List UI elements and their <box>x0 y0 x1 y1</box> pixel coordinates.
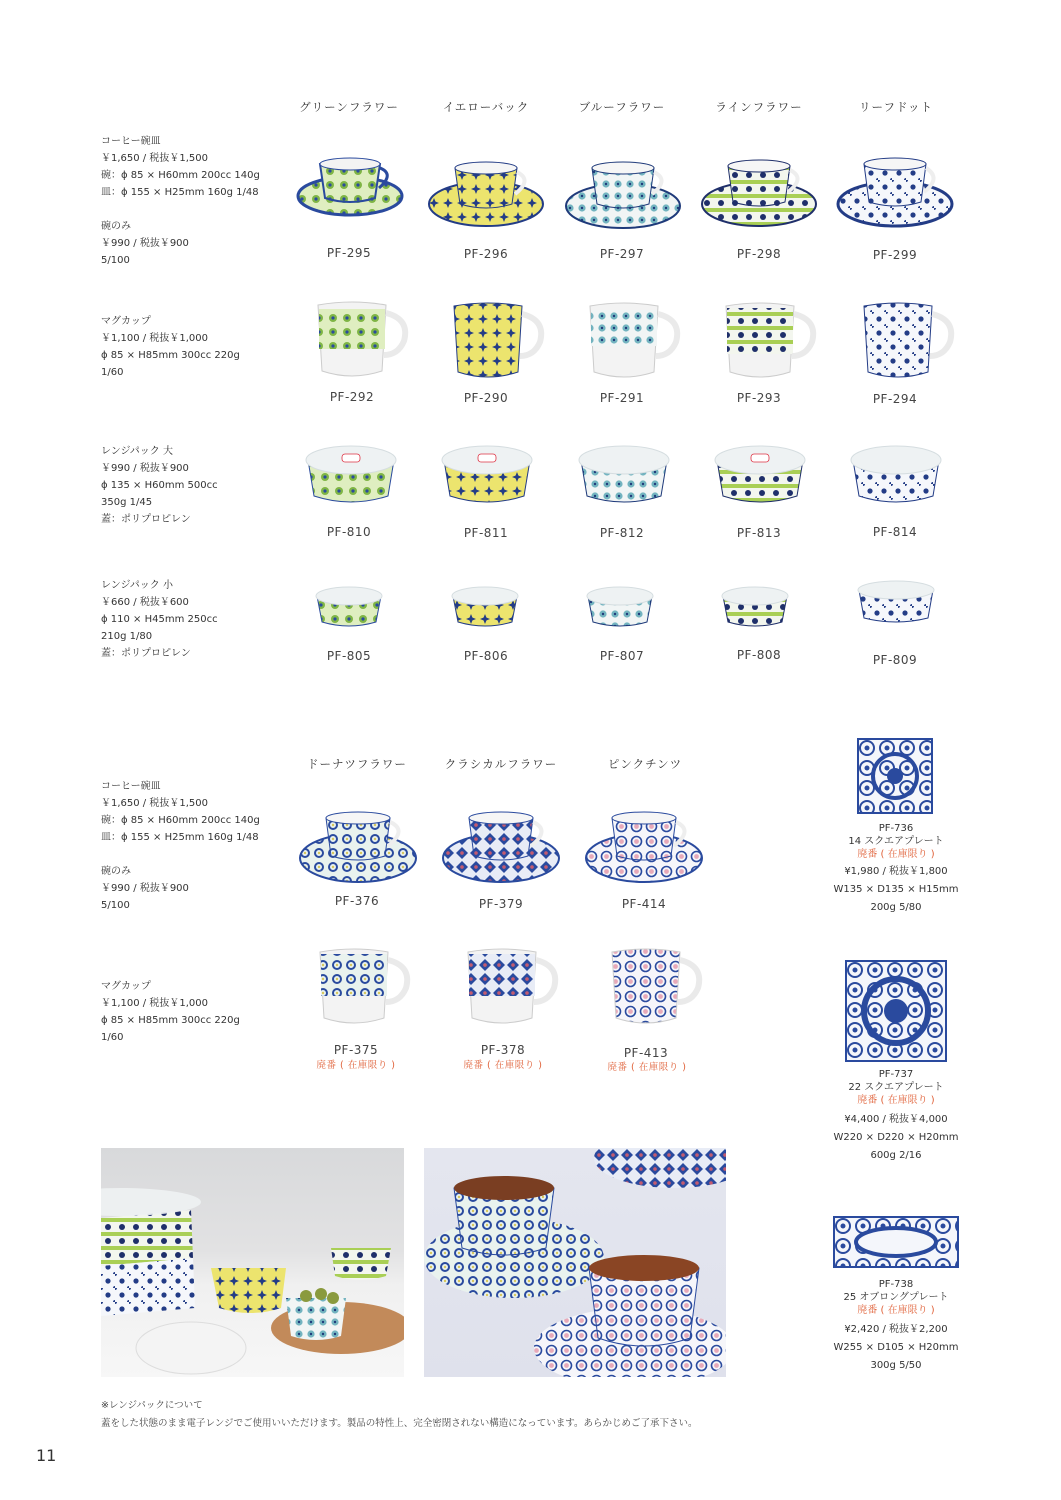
spec-line: 碗のみ <box>101 221 131 232</box>
plate-info-PF-737 <box>811 1068 981 1165</box>
product-code: PF-812 <box>599 526 645 540</box>
product-code: PF-805 <box>326 649 372 663</box>
product-code: PF-810 <box>326 525 372 539</box>
spec-mug-2 <box>101 978 240 1046</box>
product-image-PF-294 <box>858 298 958 382</box>
pattern-header-line-flower: ラインフラワー <box>715 100 803 114</box>
plate-size: W255 × D105 × H20mm <box>833 1342 959 1353</box>
spec-line: ￥990 / 税抜￥900 <box>101 463 189 474</box>
plate-info-PF-736 <box>811 822 981 917</box>
product-image-PF-296 <box>427 154 545 230</box>
spec-line: ￥660 / 税抜￥600 <box>101 597 189 608</box>
spec-line: 350g 1/45 <box>101 497 153 508</box>
spec-line: レンジパック 大 <box>101 446 173 457</box>
plate-code: PF-736 <box>878 823 914 834</box>
product-image-PF-295 <box>295 150 405 220</box>
range-pack-note-title: ※レンジパックについて <box>101 1400 203 1411</box>
spec-line: 5/100 <box>101 900 130 911</box>
spec-line: ￥1,100 / 税抜￥1,000 <box>101 333 208 344</box>
spec-coffee-cup-saucer <box>101 133 260 269</box>
spec-line: 210g 1/80 <box>101 631 153 642</box>
product-code: PF-375 <box>333 1043 379 1057</box>
product-image-PF-737 <box>845 960 947 1062</box>
spec-range-pack-large <box>101 443 218 528</box>
product-code: PF-295 <box>326 246 372 260</box>
product-code: PF-809 <box>872 653 918 667</box>
product-code: PF-376 <box>334 894 380 908</box>
product-image-PF-813 <box>713 442 807 508</box>
spec-line: 碗：ϕ 85 × H60mm 200cc 140g <box>101 170 260 181</box>
page-number: 11 <box>36 1446 57 1465</box>
product-image-PF-807 <box>585 584 655 630</box>
lifestyle-photo-tea-cups <box>424 1148 726 1377</box>
product-image-PF-299 <box>836 152 954 230</box>
spec-line: 皿：ϕ 155 × H25mm 160g 1/48 <box>101 832 259 843</box>
spec-line: 碗：ϕ 85 × H60mm 200cc 140g <box>101 815 260 826</box>
product-code: PF-298 <box>736 247 782 261</box>
plate-price: ¥2,420 / 税抜￥2,200 <box>844 1324 948 1335</box>
product-code: PF-814 <box>872 525 918 539</box>
product-image-PF-413 <box>608 944 708 1030</box>
spec-line: ϕ 135 × H60mm 500cc <box>101 480 218 491</box>
plate-price: ¥1,980 / 税抜￥1,800 <box>844 866 948 877</box>
pattern-header-leaf-dot: リーフドット <box>859 100 933 114</box>
spec-line: ￥1,650 / 税抜￥1,500 <box>101 798 208 809</box>
pattern-header-yellow-back: イエローバック <box>442 100 530 114</box>
plate-weight: 600g 2/16 <box>870 1150 922 1161</box>
spec-line: ￥1,650 / 税抜￥1,500 <box>101 153 208 164</box>
plate-size: W135 × D135 × H15mm <box>833 884 959 895</box>
product-image-PF-414 <box>584 804 704 884</box>
plate-price: ¥4,400 / 税抜￥4,000 <box>844 1114 948 1125</box>
lifestyle-photo-range-packs <box>101 1148 404 1377</box>
spec-line: マグカップ <box>101 316 151 327</box>
product-code: PF-414 <box>621 897 667 911</box>
plate-info-PF-738 <box>811 1278 981 1375</box>
spec-line: コーヒー碗皿 <box>101 136 161 147</box>
product-image-PF-812 <box>577 442 671 508</box>
product-code: PF-296 <box>463 247 509 261</box>
spec-line: 碗のみ <box>101 866 131 877</box>
discontinued-label: 廃番 ( 在庫限り ) <box>857 1095 935 1106</box>
product-code: PF-294 <box>872 392 918 406</box>
product-image-PF-808 <box>720 584 790 630</box>
product-image-PF-291 <box>584 298 684 382</box>
pattern-header-blue-flower: ブルーフラワー <box>578 100 666 114</box>
product-image-PF-293 <box>720 298 820 382</box>
spec-mug <box>101 313 240 381</box>
pattern-header-green-flower: グリーンフラワー <box>299 100 399 114</box>
discontinued-label: 廃番 ( 在庫限り ) <box>607 1062 687 1073</box>
product-code: PF-290 <box>463 391 509 405</box>
spec-line: 5/100 <box>101 255 130 266</box>
product-code: PF-299 <box>872 248 918 262</box>
discontinued-label: 廃番 ( 在庫限り ) <box>857 849 935 860</box>
discontinued-label: 廃番 ( 在庫限り ) <box>857 1305 935 1316</box>
product-image-PF-810 <box>304 442 398 508</box>
product-code: PF-291 <box>599 391 645 405</box>
product-image-PF-292 <box>312 297 412 381</box>
plate-size: W220 × D220 × H20mm <box>833 1132 959 1143</box>
pattern-header-classical-flower: クラシカルフラワー <box>444 757 558 771</box>
product-image-PF-290 <box>448 298 548 382</box>
product-code: PF-293 <box>736 391 782 405</box>
product-code: PF-807 <box>599 649 645 663</box>
product-image-PF-378 <box>464 944 564 1030</box>
product-image-PF-298 <box>700 152 818 230</box>
product-code: PF-378 <box>480 1043 526 1057</box>
product-image-PF-736 <box>857 738 933 814</box>
product-image-PF-375 <box>316 944 416 1030</box>
product-code: PF-292 <box>329 390 375 404</box>
product-image-PF-805 <box>314 584 384 630</box>
spec-line: 蓋：ポリプロピレン <box>101 648 191 659</box>
plate-name: 25 オブロングプレート <box>843 1292 949 1303</box>
product-image-PF-809 <box>856 578 936 628</box>
product-image-PF-379 <box>441 804 561 884</box>
plate-code: PF-737 <box>878 1069 914 1080</box>
spec-line: 蓋：ポリプロピレン <box>101 514 191 525</box>
spec-line: ϕ 85 × H85mm 300cc 220g <box>101 1015 240 1026</box>
spec-line: 皿：ϕ 155 × H25mm 160g 1/48 <box>101 187 259 198</box>
discontinued-label: 廃番 ( 在庫限り ) <box>463 1060 543 1071</box>
plate-name: 14 スクエアプレート <box>848 836 944 847</box>
product-image-PF-297 <box>564 154 682 230</box>
product-code: PF-413 <box>623 1046 669 1060</box>
product-code: PF-806 <box>463 649 509 663</box>
product-code: PF-813 <box>736 526 782 540</box>
product-code: PF-808 <box>736 648 782 662</box>
spec-line: ϕ 110 × H45mm 250cc <box>101 614 218 625</box>
product-image-PF-811 <box>440 442 534 508</box>
range-pack-note-body: 蓋をした状態のまま電子レンジでご使用いいただけます。製品の特性上、完全密閉されない構造になっています。あらかじめご了承下さい。 <box>101 1418 698 1429</box>
spec-line: ϕ 85 × H85mm 300cc 220g <box>101 350 240 361</box>
discontinued-label: 廃番 ( 在庫限り ) <box>316 1060 396 1071</box>
plate-name: 22 スクエアプレート <box>848 1082 944 1093</box>
plate-weight: 200g 5/80 <box>870 902 922 913</box>
spec-coffee-cup-saucer-2 <box>101 778 260 914</box>
product-image-PF-376 <box>298 804 418 884</box>
spec-line: レンジパック 小 <box>101 580 173 591</box>
spec-range-pack-small <box>101 577 218 662</box>
spec-line <box>101 846 260 863</box>
spec-line: 1/60 <box>101 1032 124 1043</box>
pattern-header-pink-chintz: ピンクチンツ <box>607 757 683 771</box>
spec-line: コーヒー碗皿 <box>101 781 161 792</box>
spec-line: ￥990 / 税抜￥900 <box>101 238 189 249</box>
spec-line <box>101 201 260 218</box>
spec-line: ￥990 / 税抜￥900 <box>101 883 189 894</box>
plate-weight: 300g 5/50 <box>870 1360 922 1371</box>
plate-code: PF-738 <box>878 1279 914 1290</box>
product-code: PF-297 <box>599 247 645 261</box>
spec-line: マグカップ <box>101 981 151 992</box>
pattern-header-donut-flower: ドーナツフラワー <box>307 757 407 771</box>
product-code: PF-811 <box>463 526 509 540</box>
spec-line: 1/60 <box>101 367 124 378</box>
product-image-PF-738 <box>833 1216 959 1268</box>
product-code: PF-379 <box>478 897 524 911</box>
product-image-PF-814 <box>849 442 943 508</box>
product-image-PF-806 <box>450 584 520 630</box>
spec-line: ￥1,100 / 税抜￥1,000 <box>101 998 208 1009</box>
